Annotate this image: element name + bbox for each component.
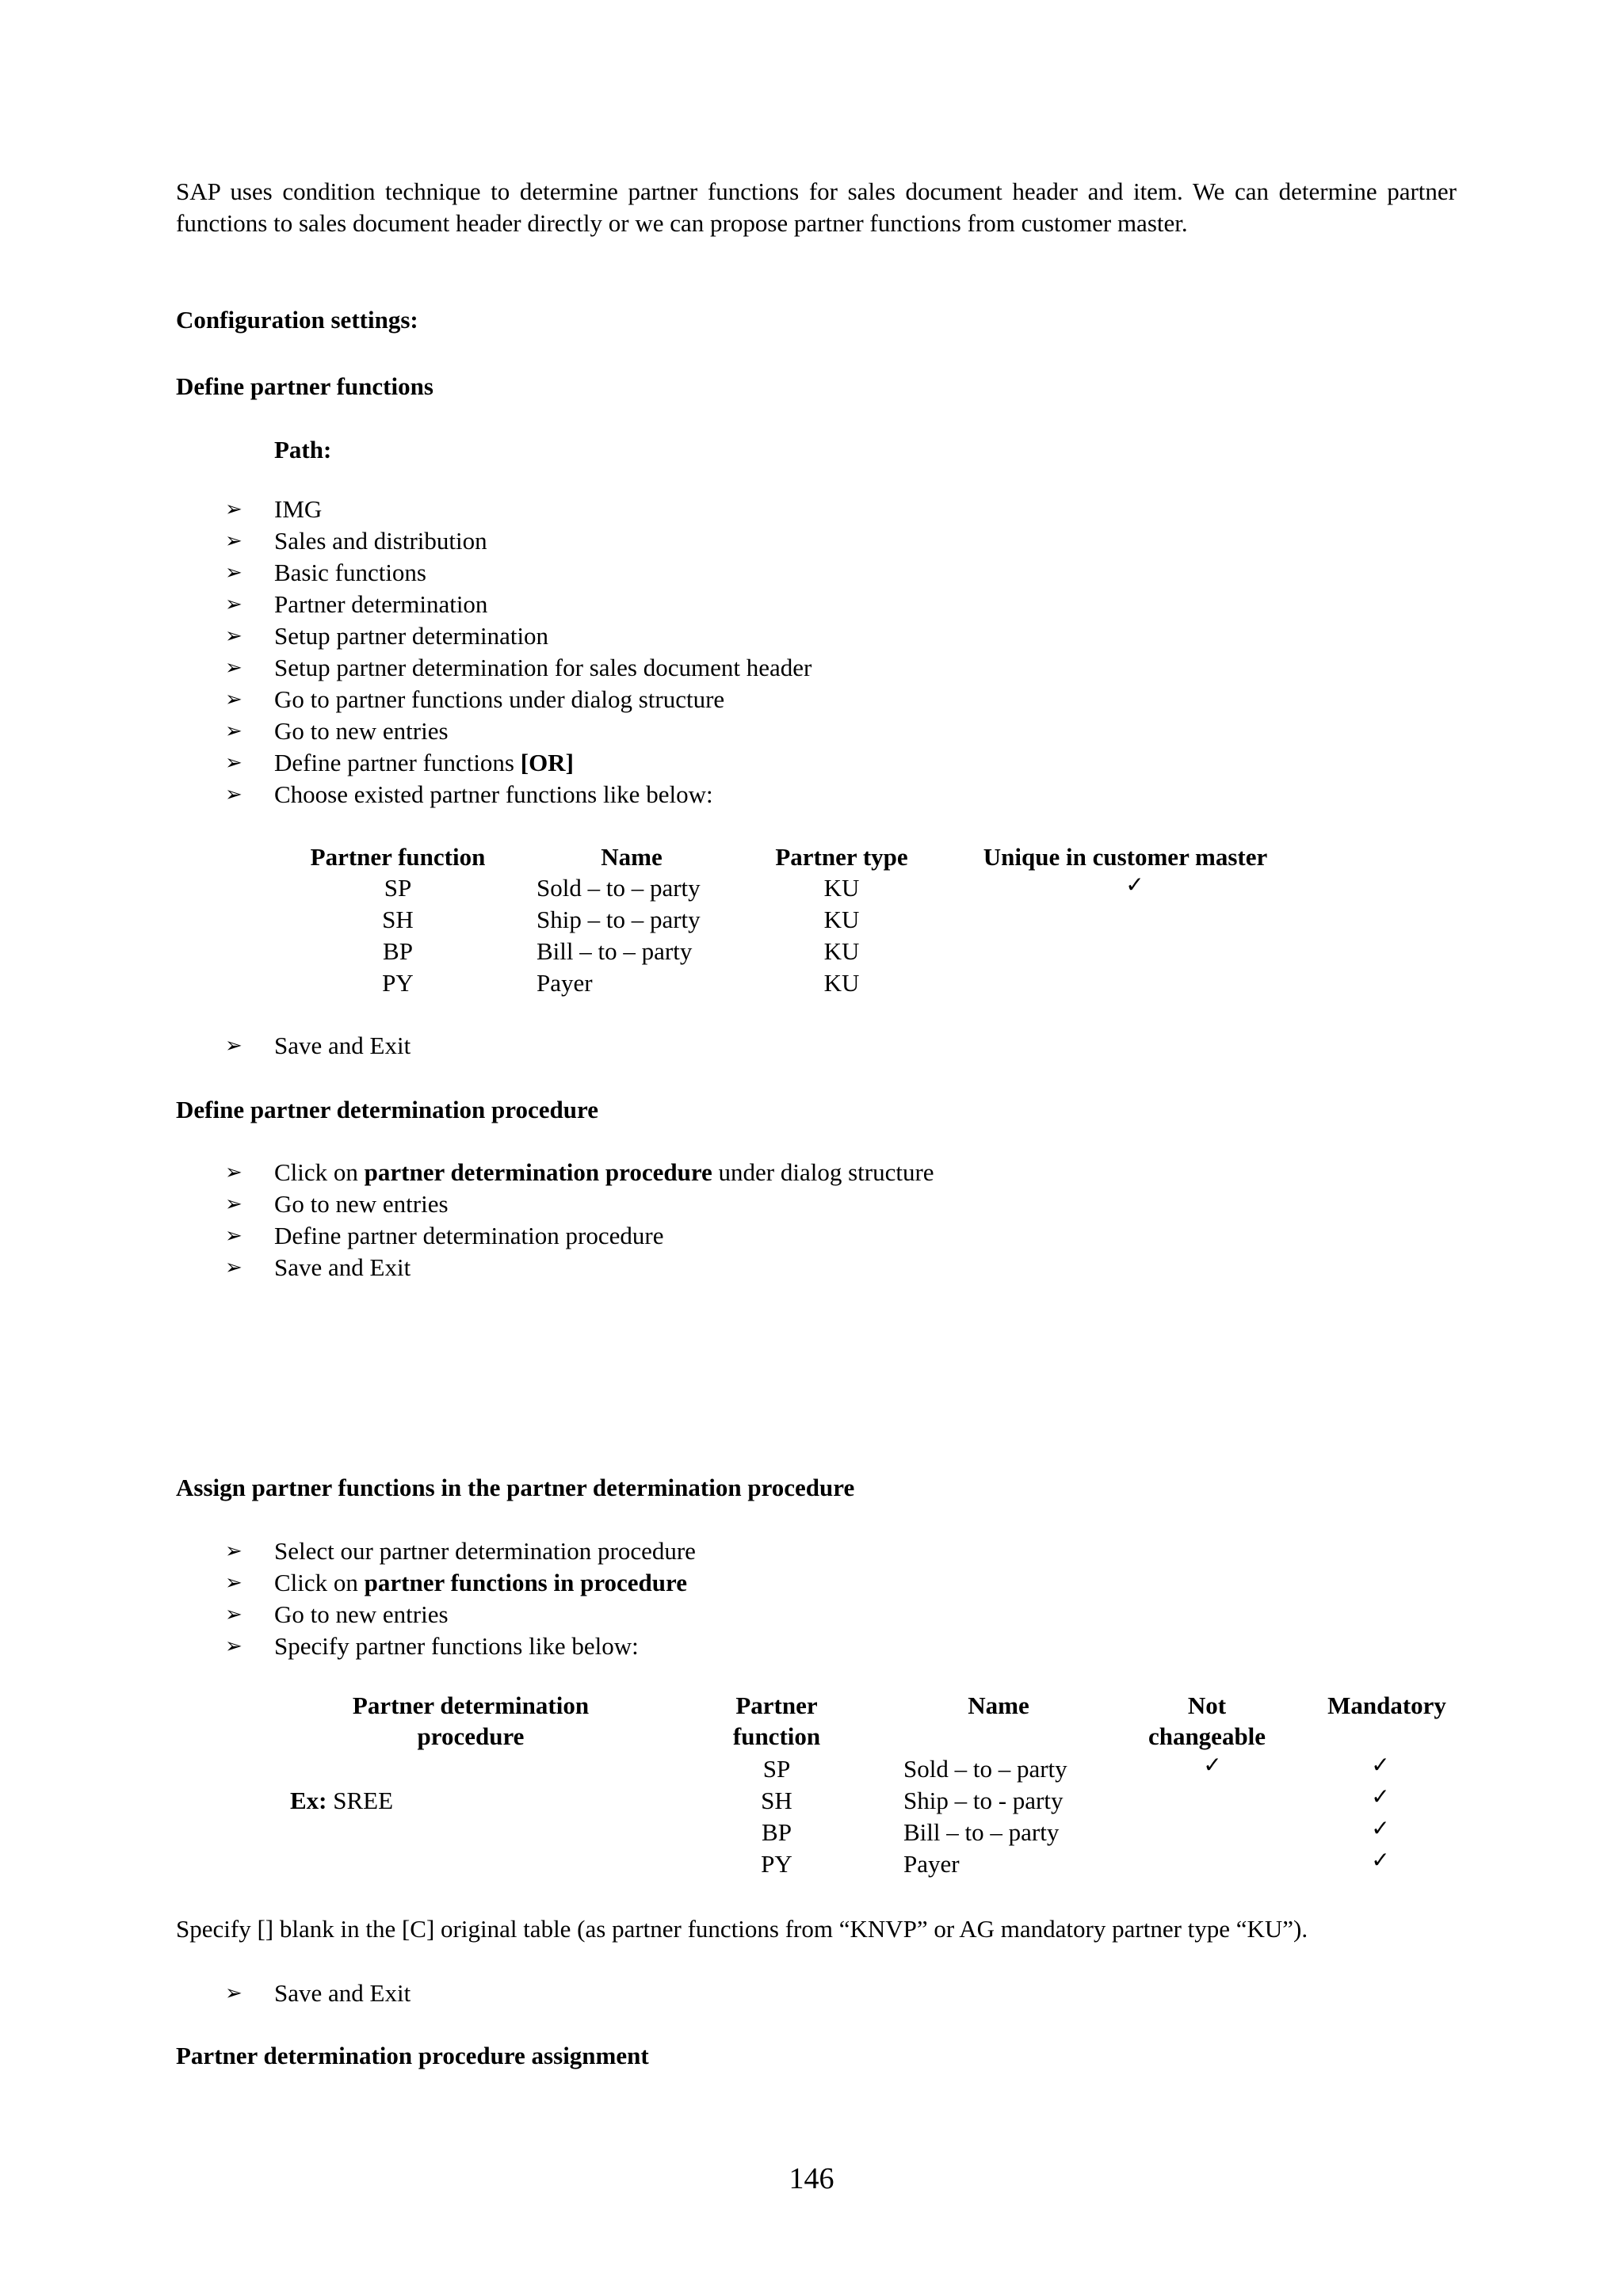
- table-cell: BP: [383, 937, 413, 965]
- table-cell: Bill – to – party: [537, 937, 693, 965]
- table-header: Not: [1187, 1691, 1227, 1719]
- list-item: ➢ Select our partner determination procedure: [225, 1535, 696, 1567]
- table-cell: BP: [762, 1818, 792, 1846]
- list-item: ➢ Go to new entries: [225, 715, 812, 747]
- arrow-bullet-icon: ➢: [225, 624, 242, 648]
- table-header: Mandatory: [1327, 1691, 1446, 1719]
- arrow-bullet-icon: ➢: [225, 688, 242, 711]
- table-header: Unique in customer master: [983, 843, 1268, 871]
- table-cell: SH: [382, 906, 414, 933]
- table-header: changeable: [1148, 1722, 1266, 1750]
- arrow-bullet-icon: ➢: [225, 498, 242, 521]
- pdp-list: [225, 1157, 934, 1283]
- checkmark-icon: ✓: [1371, 1783, 1390, 1810]
- arrow-bullet-icon: ➢: [225, 1539, 242, 1563]
- arrow-bullet-icon: ➢: [225, 1981, 242, 2005]
- checkmark-icon: ✓: [1371, 1815, 1390, 1841]
- table-cell: PY: [761, 1850, 792, 1878]
- list-item: ➢ Define partner functions [OR]: [225, 747, 812, 779]
- table-cell: SH: [761, 1787, 792, 1814]
- table-cell: Payer: [537, 969, 593, 997]
- configuration-heading: Configuration settings:: [176, 306, 418, 334]
- table-header: Name: [601, 843, 663, 871]
- arrow-bullet-icon: ➢: [225, 1603, 242, 1627]
- example-procedure: Ex: SREE: [290, 1787, 394, 1814]
- path-label: Path:: [274, 436, 332, 463]
- table-cell: KU: [823, 906, 860, 933]
- checkmark-icon: ✓: [1203, 1752, 1222, 1778]
- list-item: ➢ Sales and distribution: [225, 525, 812, 557]
- checkmark-icon: ✓: [1125, 871, 1144, 898]
- arrow-bullet-icon: ➢: [225, 1571, 242, 1595]
- table-cell: Bill – to – party: [903, 1818, 1060, 1846]
- table-header: Partner function: [310, 843, 486, 871]
- table-cell: Sold – to – party: [903, 1755, 1067, 1783]
- arrow-bullet-icon: ➢: [225, 783, 242, 807]
- or-label: [OR]: [520, 749, 574, 776]
- list-item: ➢ Specify partner functions like below:: [225, 1630, 696, 1662]
- table-cell: Sold – to – party: [537, 874, 701, 902]
- list-item: ➢ Partner determination: [225, 589, 812, 620]
- arrow-bullet-icon: ➢: [225, 1256, 242, 1280]
- table-cell: KU: [823, 874, 860, 902]
- assign-heading: Assign partner functions in the partner determination procedure: [176, 1474, 855, 1501]
- list-item: ➢ IMG: [225, 494, 812, 525]
- save-list-2: [225, 1978, 411, 2009]
- arrow-bullet-icon: ➢: [225, 1161, 242, 1184]
- table-header: function: [732, 1722, 821, 1750]
- list-item: ➢ Choose existed partner functions like below:: [225, 779, 812, 810]
- table-cell: Ship – to – party: [537, 906, 701, 933]
- path-list: [225, 494, 812, 810]
- list-item: ➢ Go to new entries: [225, 1599, 696, 1630]
- checkmark-icon: ✓: [1371, 1847, 1390, 1873]
- define-pdp-heading: Define partner determination procedure: [176, 1096, 598, 1123]
- list-item: ➢ Click on partner determination procedure under dialog structure: [225, 1157, 934, 1188]
- list-item: ➢ Save and Exit: [225, 1252, 934, 1283]
- arrow-bullet-icon: ➢: [225, 1634, 242, 1658]
- list-item: ➢ Save and Exit: [225, 1030, 411, 1062]
- arrow-bullet-icon: ➢: [225, 529, 242, 553]
- list-item: ➢ Setup partner determination: [225, 620, 812, 652]
- assign-list: [225, 1535, 696, 1662]
- table-header: Partner type: [775, 843, 908, 871]
- table-cell: SP: [384, 874, 412, 902]
- list-item: ➢ Basic functions: [225, 557, 812, 589]
- arrow-bullet-icon: ➢: [225, 1034, 242, 1058]
- table-cell: KU: [823, 937, 860, 965]
- list-item: ➢ Go to partner functions under dialog structure: [225, 684, 812, 715]
- list-item: ➢ Setup partner determination for sales document header: [225, 652, 812, 684]
- page-number: 146: [789, 2162, 834, 2195]
- table-header: procedure: [417, 1722, 525, 1750]
- table-cell: Ship – to - party: [903, 1787, 1064, 1814]
- list-item: ➢ Go to new entries: [225, 1188, 934, 1220]
- arrow-bullet-icon: ➢: [225, 1224, 242, 1248]
- arrow-bullet-icon: ➢: [225, 719, 242, 743]
- table-header: Partner: [735, 1691, 818, 1719]
- list-item: ➢ Define partner determination procedure: [225, 1220, 934, 1252]
- table-cell: Payer: [903, 1850, 960, 1878]
- list-item: ➢ Save and Exit: [225, 1978, 411, 2009]
- arrow-bullet-icon: ➢: [225, 1192, 242, 1216]
- assignment-heading: Partner determination procedure assignment: [176, 2042, 649, 2069]
- arrow-bullet-icon: ➢: [225, 656, 242, 680]
- table-cell: PY: [382, 969, 414, 997]
- define-partner-functions-heading: Define partner functions: [176, 372, 433, 400]
- intro-paragraph: SAP uses condition technique to determine partner functions for sales document header and item. We can determine partner functions to sales document header directly or we can propose partner functions from customer master.: [176, 177, 1457, 237]
- arrow-bullet-icon: ➢: [225, 561, 242, 585]
- table-cell: SP: [762, 1755, 791, 1783]
- save-list: [225, 1030, 411, 1062]
- list-item: ➢ Click on partner functions in procedure: [225, 1567, 696, 1599]
- checkmark-icon: ✓: [1371, 1752, 1390, 1778]
- arrow-bullet-icon: ➢: [225, 593, 242, 616]
- table-header: Name: [968, 1691, 1029, 1719]
- specify-note: Specify [] blank in the [C] original table (as partner functions from “KNVP” or AG mandatory partner type “KU”).: [176, 1915, 1308, 1943]
- table-cell: KU: [823, 969, 860, 997]
- arrow-bullet-icon: ➢: [225, 751, 242, 775]
- table-header: Partner determination: [352, 1691, 590, 1719]
